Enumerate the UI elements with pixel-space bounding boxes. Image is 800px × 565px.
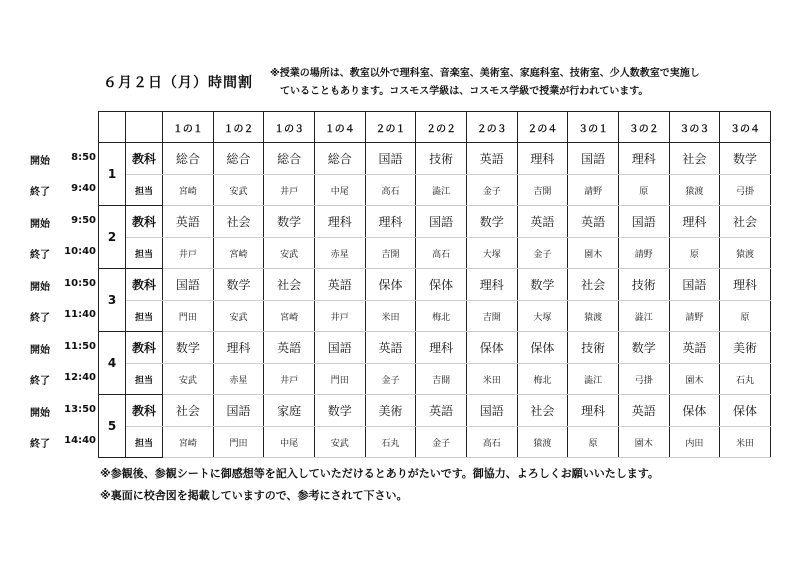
subject-cell: 数学 bbox=[213, 269, 264, 301]
teacher-cell: 原 bbox=[618, 175, 669, 206]
period-time-block bbox=[30, 395, 96, 458]
teacher-cell: 金子 bbox=[365, 364, 416, 395]
subject-cell: 保体 bbox=[466, 332, 517, 364]
start-time-line bbox=[30, 152, 96, 167]
subject-cell: 国語 bbox=[163, 269, 214, 301]
teacher-label: 担当 bbox=[126, 301, 163, 332]
subject-cell: 美術 bbox=[720, 332, 771, 364]
teacher-cell: 澁江 bbox=[618, 301, 669, 332]
class-header: ２の３ bbox=[466, 112, 517, 143]
class-header: ２の４ bbox=[517, 112, 568, 143]
period-number: 5 bbox=[99, 395, 126, 458]
period-number: 1 bbox=[99, 143, 126, 206]
teacher-cell: 石丸 bbox=[720, 364, 771, 395]
subject-cell: 社会 bbox=[720, 206, 771, 238]
teacher-cell: 高石 bbox=[365, 175, 416, 206]
subject-cell: 理科 bbox=[669, 206, 720, 238]
class-header: ２の１ bbox=[365, 112, 416, 143]
teacher-cell: 園木 bbox=[568, 238, 619, 269]
subject-row bbox=[99, 143, 771, 175]
subject-cell: 技術 bbox=[618, 269, 669, 301]
subject-cell: 国語 bbox=[466, 395, 517, 427]
subject-cell: 社会 bbox=[568, 269, 619, 301]
period-number: 4 bbox=[99, 332, 126, 395]
end-time: 10:40 bbox=[64, 246, 96, 257]
subject-cell: 国語 bbox=[213, 395, 264, 427]
teacher-cell: 請野 bbox=[568, 175, 619, 206]
teacher-cell: 安武 bbox=[213, 301, 264, 332]
teacher-cell: 金子 bbox=[517, 238, 568, 269]
subject-cell: 数学 bbox=[618, 332, 669, 364]
subject-cell: 英語 bbox=[466, 143, 517, 175]
class-header: ３の２ bbox=[618, 112, 669, 143]
class-header: ２の２ bbox=[416, 112, 467, 143]
teacher-cell: 大塚 bbox=[517, 301, 568, 332]
end-time: 12:40 bbox=[64, 372, 96, 383]
subject-cell: 理科 bbox=[568, 395, 619, 427]
subject-cell: 国語 bbox=[314, 332, 365, 364]
subject-label: 教科 bbox=[126, 206, 163, 238]
subject-cell: 保体 bbox=[365, 269, 416, 301]
teacher-row bbox=[99, 175, 771, 206]
period-number: 2 bbox=[99, 206, 126, 269]
subject-cell: 数学 bbox=[264, 206, 315, 238]
subject-cell: 総合 bbox=[163, 143, 214, 175]
subject-cell: 社会 bbox=[163, 395, 214, 427]
subject-cell: 英語 bbox=[568, 206, 619, 238]
teacher-cell: 内田 bbox=[669, 427, 720, 458]
teacher-cell: 安武 bbox=[163, 364, 214, 395]
visit-note: ※参観後、参観シートに御感想等を記入していただけるとありがたいです。御協力、よろしくお願いいたします。 bbox=[100, 467, 659, 480]
subject-cell: 国語 bbox=[416, 206, 467, 238]
teacher-cell: 井戸 bbox=[163, 238, 214, 269]
class-header: １の３ bbox=[264, 112, 315, 143]
class-header: １の２ bbox=[213, 112, 264, 143]
subject-cell: 社会 bbox=[669, 143, 720, 175]
teacher-cell: 門田 bbox=[314, 364, 365, 395]
teacher-cell: 宮崎 bbox=[163, 427, 214, 458]
subject-cell: 理科 bbox=[517, 143, 568, 175]
subject-cell: 理科 bbox=[720, 269, 771, 301]
teacher-cell: 金子 bbox=[416, 427, 467, 458]
end-time: 9:40 bbox=[71, 183, 96, 194]
teacher-cell: 梅北 bbox=[517, 364, 568, 395]
teacher-cell: 宮崎 bbox=[213, 238, 264, 269]
teacher-label: 担当 bbox=[126, 427, 163, 458]
subject-cell: 英語 bbox=[618, 395, 669, 427]
subject-cell: 国語 bbox=[669, 269, 720, 301]
subject-cell: 家庭 bbox=[264, 395, 315, 427]
subject-cell: 総合 bbox=[264, 143, 315, 175]
subject-cell: 技術 bbox=[416, 143, 467, 175]
start-time: 13:50 bbox=[64, 404, 96, 415]
start-time-line bbox=[30, 215, 96, 230]
end-time-line bbox=[30, 372, 96, 387]
subject-cell: 英語 bbox=[163, 206, 214, 238]
subject-cell: 総合 bbox=[213, 143, 264, 175]
end-time-line bbox=[30, 435, 96, 450]
corner-cell bbox=[99, 112, 126, 143]
subject-cell: 理科 bbox=[416, 332, 467, 364]
start-time: 10:50 bbox=[64, 278, 96, 289]
subject-cell: 理科 bbox=[314, 206, 365, 238]
teacher-cell: 原 bbox=[720, 301, 771, 332]
subject-cell: 英語 bbox=[517, 206, 568, 238]
subject-cell: 国語 bbox=[365, 143, 416, 175]
subject-cell: 保体 bbox=[720, 395, 771, 427]
end-time: 11:40 bbox=[64, 309, 96, 320]
teacher-cell: 請野 bbox=[669, 301, 720, 332]
teacher-cell: 吉開 bbox=[365, 238, 416, 269]
subject-row bbox=[99, 206, 771, 238]
end-label: 終了 bbox=[30, 313, 50, 324]
corner-cell bbox=[126, 112, 163, 143]
subject-cell: 社会 bbox=[213, 206, 264, 238]
class-header: １の４ bbox=[314, 112, 365, 143]
teacher-cell: 金子 bbox=[466, 175, 517, 206]
teacher-cell: 請野 bbox=[618, 238, 669, 269]
subject-cell: 英語 bbox=[264, 332, 315, 364]
end-time-line bbox=[30, 183, 96, 198]
start-label: 開始 bbox=[30, 408, 50, 419]
subject-cell: 英語 bbox=[416, 395, 467, 427]
teacher-label: 担当 bbox=[126, 364, 163, 395]
subject-cell: 英語 bbox=[314, 269, 365, 301]
teacher-cell: 弓掛 bbox=[720, 175, 771, 206]
teacher-cell: 石丸 bbox=[365, 427, 416, 458]
teacher-cell: 原 bbox=[669, 238, 720, 269]
end-time-line bbox=[30, 309, 96, 324]
period-times bbox=[30, 143, 96, 458]
teacher-cell: 猿渡 bbox=[517, 427, 568, 458]
teacher-cell: 弓掛 bbox=[618, 364, 669, 395]
teacher-cell: 安武 bbox=[314, 427, 365, 458]
page-title: ６月２日（月）時間割 bbox=[103, 75, 253, 91]
subject-cell: 数学 bbox=[517, 269, 568, 301]
end-label: 終了 bbox=[30, 187, 50, 198]
start-label: 開始 bbox=[30, 219, 50, 230]
teacher-label: 担当 bbox=[126, 238, 163, 269]
start-time-line bbox=[30, 404, 96, 419]
subject-row bbox=[99, 332, 771, 364]
end-time-line bbox=[30, 246, 96, 261]
location-note-line2: ていることもあります。コスモス学級は、コスモス学級で授業が行われています。 bbox=[280, 86, 649, 97]
teacher-cell: 原 bbox=[568, 427, 619, 458]
subject-cell: 総合 bbox=[314, 143, 365, 175]
teacher-cell: 猿渡 bbox=[720, 238, 771, 269]
teacher-cell: 中尾 bbox=[264, 427, 315, 458]
end-label: 終了 bbox=[30, 439, 50, 450]
teacher-cell: 井戸 bbox=[314, 301, 365, 332]
teacher-cell: 宮崎 bbox=[264, 301, 315, 332]
subject-cell: 理科 bbox=[466, 269, 517, 301]
start-time: 11:50 bbox=[64, 341, 96, 352]
teacher-cell: 赤星 bbox=[213, 364, 264, 395]
teacher-cell: 高石 bbox=[416, 238, 467, 269]
teacher-cell: 吉開 bbox=[466, 301, 517, 332]
start-label: 開始 bbox=[30, 156, 50, 167]
location-note bbox=[270, 65, 700, 101]
teacher-cell: 米田 bbox=[466, 364, 517, 395]
teacher-cell: 安武 bbox=[264, 238, 315, 269]
teacher-cell: 井戸 bbox=[264, 175, 315, 206]
bottom-notes bbox=[100, 463, 659, 507]
teacher-cell: 赤星 bbox=[314, 238, 365, 269]
teacher-cell: 米田 bbox=[720, 427, 771, 458]
teacher-cell: 吉開 bbox=[416, 364, 467, 395]
subject-cell: 理科 bbox=[618, 143, 669, 175]
teacher-row bbox=[99, 427, 771, 458]
subject-label: 教科 bbox=[126, 332, 163, 364]
teacher-cell: 宮崎 bbox=[163, 175, 214, 206]
start-label: 開始 bbox=[30, 282, 50, 293]
location-note-line1: ※授業の場所は、教室以外で理科室、音楽室、美術室、家庭科室、技術室、少人数教室で実施し bbox=[270, 68, 700, 79]
start-time: 8:50 bbox=[71, 152, 96, 163]
start-time-line bbox=[30, 278, 96, 293]
period-time-block bbox=[30, 206, 96, 269]
teacher-cell: 園木 bbox=[669, 364, 720, 395]
subject-cell: 英語 bbox=[669, 332, 720, 364]
period-time-block bbox=[30, 269, 96, 332]
teacher-cell: 梅北 bbox=[416, 301, 467, 332]
subject-cell: 数学 bbox=[466, 206, 517, 238]
subject-cell: 国語 bbox=[568, 143, 619, 175]
teacher-row bbox=[99, 301, 771, 332]
start-time: 9:50 bbox=[71, 215, 96, 226]
subject-cell: 保体 bbox=[669, 395, 720, 427]
class-header: ３の３ bbox=[669, 112, 720, 143]
teacher-cell: 門田 bbox=[213, 427, 264, 458]
header-row bbox=[99, 112, 771, 143]
start-label: 開始 bbox=[30, 345, 50, 356]
teacher-cell: 大塚 bbox=[466, 238, 517, 269]
subject-cell: 数学 bbox=[720, 143, 771, 175]
subject-row bbox=[99, 269, 771, 301]
period-time-block bbox=[30, 143, 96, 206]
teacher-cell: 澁江 bbox=[416, 175, 467, 206]
end-time: 14:40 bbox=[64, 435, 96, 446]
period-time-block bbox=[30, 332, 96, 395]
subject-cell: 美術 bbox=[365, 395, 416, 427]
teacher-cell: 高石 bbox=[466, 427, 517, 458]
teacher-cell: 猿渡 bbox=[568, 301, 619, 332]
teacher-label: 担当 bbox=[126, 175, 163, 206]
subject-label: 教科 bbox=[126, 143, 163, 175]
teacher-cell: 猿渡 bbox=[669, 175, 720, 206]
subject-cell: 数学 bbox=[314, 395, 365, 427]
teacher-cell: 安武 bbox=[213, 175, 264, 206]
subject-cell: 国語 bbox=[618, 206, 669, 238]
teacher-cell: 米田 bbox=[365, 301, 416, 332]
teacher-cell: 井戸 bbox=[264, 364, 315, 395]
teacher-cell: 園木 bbox=[618, 427, 669, 458]
subject-cell: 理科 bbox=[213, 332, 264, 364]
subject-cell: 英語 bbox=[365, 332, 416, 364]
start-time-line bbox=[30, 341, 96, 356]
subject-cell: 社会 bbox=[517, 395, 568, 427]
subject-label: 教科 bbox=[126, 269, 163, 301]
subject-cell: 技術 bbox=[568, 332, 619, 364]
teacher-cell: 中尾 bbox=[314, 175, 365, 206]
subject-label: 教科 bbox=[126, 395, 163, 427]
teacher-row bbox=[99, 364, 771, 395]
class-header: ３の１ bbox=[568, 112, 619, 143]
end-label: 終了 bbox=[30, 376, 50, 387]
class-header: １の１ bbox=[163, 112, 214, 143]
end-label: 終了 bbox=[30, 250, 50, 261]
teacher-row bbox=[99, 238, 771, 269]
subject-cell: 保体 bbox=[416, 269, 467, 301]
map-note: ※裏面に校舎図を掲載していますので、参考にされて下さい。 bbox=[100, 489, 408, 502]
subject-cell: 社会 bbox=[264, 269, 315, 301]
teacher-cell: 澁江 bbox=[568, 364, 619, 395]
subject-cell: 理科 bbox=[365, 206, 416, 238]
subject-cell: 保体 bbox=[517, 332, 568, 364]
period-number: 3 bbox=[99, 269, 126, 332]
teacher-cell: 門田 bbox=[163, 301, 214, 332]
class-header: ３の４ bbox=[720, 112, 771, 143]
timetable bbox=[98, 111, 771, 458]
teacher-cell: 吉開 bbox=[517, 175, 568, 206]
subject-row bbox=[99, 395, 771, 427]
subject-cell: 数学 bbox=[163, 332, 214, 364]
